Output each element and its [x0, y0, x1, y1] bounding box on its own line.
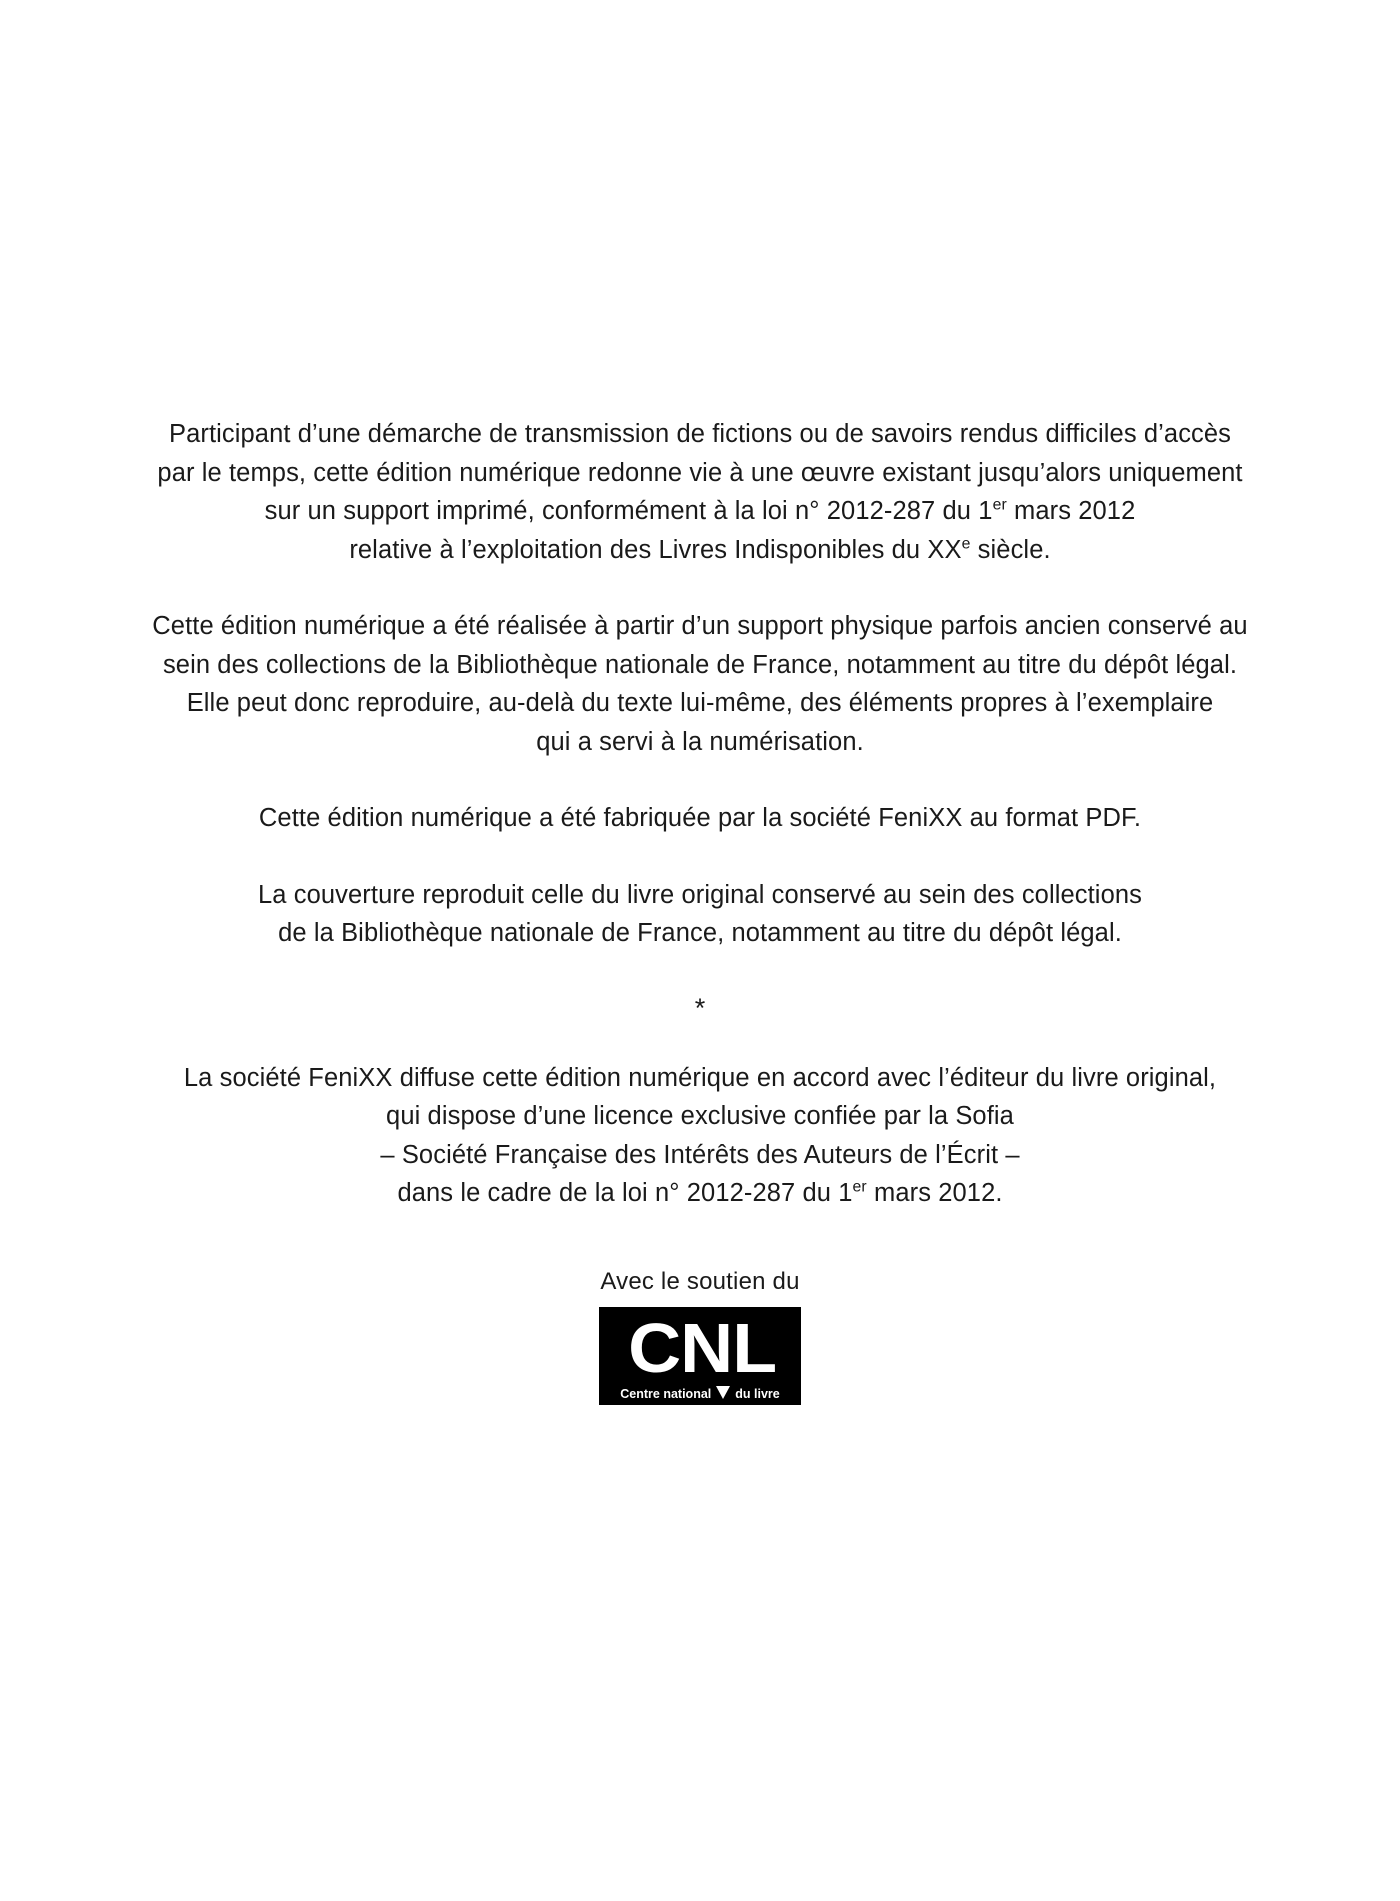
cadre-ordinal: er [852, 1178, 867, 1196]
paragraph-fabrication [135, 799, 1265, 838]
paragraph-support-line-1: Cette édition numérique a été réalisée à partir d’un support physique parfois ancien conservé au [152, 612, 1248, 640]
cadre-suffix: mars 2012. [866, 1179, 1003, 1207]
sponsor-logo-block [135, 1267, 1265, 1405]
triangle-icon [716, 1386, 730, 1399]
paragraph-support-line-2: sein des collections de la Bibliothèque nationale de France, notamment au titre du dépôt légal. [162, 650, 1238, 679]
paragraph-couverture-line-2: de la Bibliothèque nationale de France, notamment au titre du dépôt légal. [278, 919, 1122, 947]
paragraph-support-physique [135, 607, 1265, 761]
cnl-logo-subtitle [599, 1387, 801, 1401]
paragraph-couverture [135, 876, 1265, 953]
cnl-logo-icon [599, 1307, 801, 1405]
section-separator-asterisk: * [694, 992, 706, 1023]
paragraph-diffusion-line-4 [135, 1174, 1265, 1213]
paragraph-couverture-line-1: La couverture reproduit celle du livre original conservé au sein des collections [258, 880, 1142, 909]
paragraph-transmission-line-2: par le temps, cette édition numérique redonne vie à une œuvre existant jusqu’alors uniquement [157, 458, 1243, 487]
sponsor-caption: Avec le soutien du [600, 1267, 800, 1295]
paragraph-support-line-3: Elle peut donc reproduire, au-delà du texte lui-même, des éléments propres à l’exemplaire [186, 689, 1214, 717]
paragraph-transmission [135, 415, 1265, 569]
paragraph-diffusion [135, 1059, 1265, 1213]
paragraph-diffusion-line-1: La société FeniXX diffuse cette édition numérique en accord avec l’éditeur du livre original, [183, 1063, 1217, 1092]
xx-prefix: relative à l’exploitation des Livres Indisponibles du XX [349, 535, 962, 564]
xx-suffix: siècle. [970, 535, 1051, 564]
loi-prefix: sur un support imprimé, conformément à la loi n° 2012-287 du 1 [264, 497, 993, 525]
paragraph-transmission-line-3 [135, 492, 1265, 531]
paragraph-diffusion-line-2: qui dispose d’une licence exclusive confiée par la Sofia [386, 1102, 1014, 1130]
loi-ordinal: er [992, 496, 1007, 514]
cnl-subtitle-left: Centre national [620, 1386, 712, 1401]
cnl-logo-letters: CNL [628, 1308, 777, 1387]
xx-ordinal: e [961, 535, 971, 552]
paragraph-support-line-4: qui a servi à la numérisation. [536, 727, 864, 756]
paragraph-transmission-line-1: Participant d’une démarche de transmission de fictions ou de savoirs rendus difficiles d’accès [168, 420, 1232, 448]
cnl-subtitle-right: du livre [735, 1386, 780, 1401]
loi-suffix: mars 2012 [1006, 497, 1136, 525]
cadre-prefix: dans le cadre de la loi n° 2012-287 du 1 [397, 1179, 853, 1207]
paragraph-transmission-line-4 [135, 531, 1265, 570]
legal-notice-block [135, 415, 1265, 1405]
paragraph-diffusion-line-3: – Société Française des Intérêts des Auteurs de l’Écrit – [380, 1140, 1020, 1169]
paragraph-fabrication-line-1: Cette édition numérique a été fabriquée par la société FeniXX au format PDF. [258, 804, 1142, 832]
